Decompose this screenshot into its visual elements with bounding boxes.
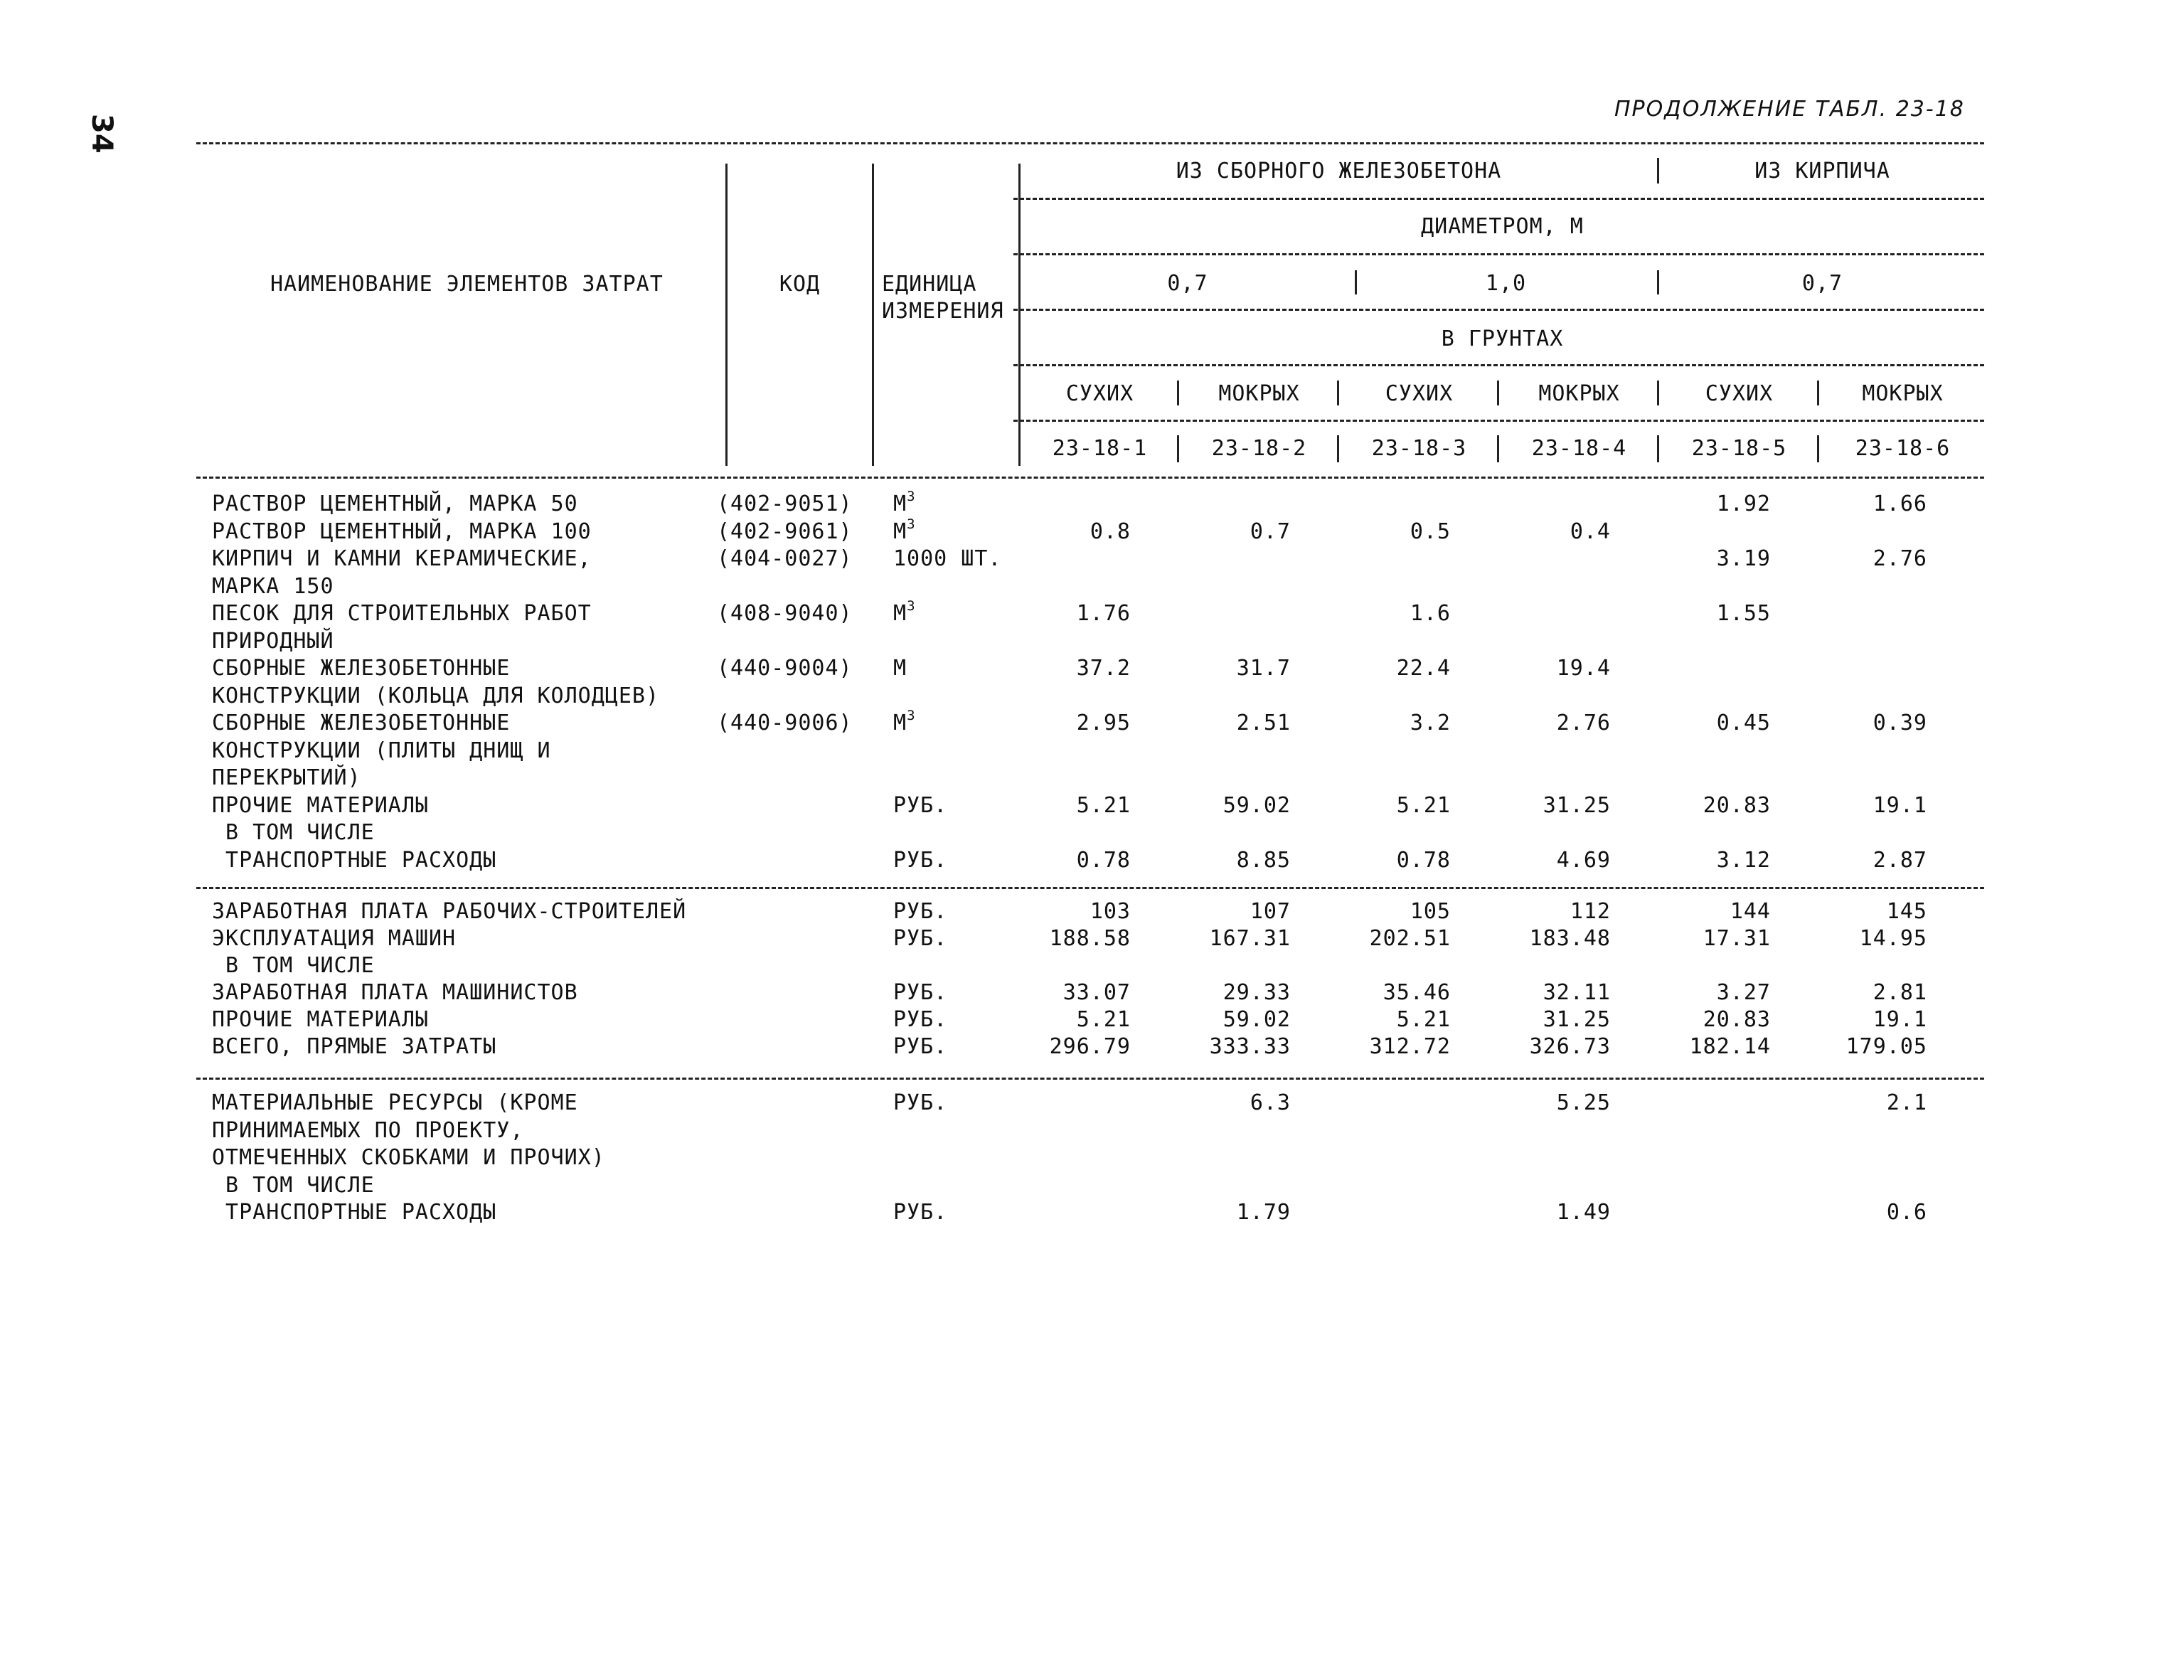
unit-m: М bbox=[893, 656, 907, 681]
cell-value: 1.79 bbox=[1236, 1200, 1291, 1225]
rule-materials-bottom bbox=[196, 887, 1984, 889]
header-rule-2 bbox=[1013, 253, 1984, 255]
row-name: КОНСТРУКЦИИ (ПЛИТЫ ДНИЩ И bbox=[212, 738, 551, 763]
row-code: (440-9004) bbox=[717, 656, 853, 681]
cell-value: 33.07 bbox=[1062, 980, 1131, 1005]
cell-value: 5.25 bbox=[1556, 1090, 1611, 1115]
cell-value: 1.55 bbox=[1716, 601, 1771, 626]
header-code-column: КОД bbox=[779, 272, 821, 297]
header-vline-d2 bbox=[1657, 270, 1659, 294]
cell-value: 59.02 bbox=[1222, 1007, 1291, 1032]
header-group-precast: ИЗ СБОРНОГО ЖЕЛЕЗОБЕТОНА bbox=[1176, 159, 1502, 184]
cell-value: 333.33 bbox=[1209, 1034, 1291, 1059]
unit-power-3: 3 bbox=[907, 708, 916, 723]
cell-value: 0.5 bbox=[1410, 519, 1451, 544]
rule-top bbox=[196, 142, 1984, 144]
cell-value: 4.69 bbox=[1556, 847, 1611, 873]
header-rule-4 bbox=[1013, 364, 1984, 366]
row-name: ОТМЕЧЕННЫХ СКОБКАМИ И ПРОЧИХ) bbox=[212, 1145, 605, 1170]
row-name: КИРПИЧ И КАМНИ КЕРАМИЧЕСКИЕ, bbox=[212, 546, 592, 571]
cell-value: 0.78 bbox=[1396, 847, 1451, 873]
header-vline-sub-2 bbox=[1337, 381, 1339, 405]
cell-value: 1.76 bbox=[1076, 601, 1131, 626]
unit-m: М bbox=[893, 711, 907, 735]
row-name: ЭКСПЛУАТАЦИЯ МАШИН bbox=[212, 926, 457, 951]
header-unit-column: ЕДИНИЦА bbox=[882, 272, 977, 297]
cell-value: 19.1 bbox=[1873, 792, 1927, 818]
header-vline-sub-5 bbox=[1817, 381, 1819, 405]
cell-value: 1.49 bbox=[1556, 1200, 1611, 1225]
cell-value: 31.25 bbox=[1543, 1007, 1611, 1032]
cell-value: 0.6 bbox=[1886, 1200, 1927, 1225]
cell-value: 32.11 bbox=[1543, 980, 1611, 1005]
cell-value: 1.66 bbox=[1873, 491, 1927, 516]
cell-value: 312.72 bbox=[1369, 1034, 1451, 1059]
unit-m: М bbox=[893, 519, 907, 544]
cell-value: 2.51 bbox=[1236, 711, 1291, 735]
cell-value: 0.45 bbox=[1716, 711, 1771, 735]
cell-value: 0.8 bbox=[1090, 519, 1131, 544]
header-wet-4: МОКРЫХ bbox=[1538, 381, 1620, 406]
cell-value: 2.1 bbox=[1886, 1090, 1927, 1115]
cell-value: 179.05 bbox=[1845, 1034, 1927, 1059]
cell-value: 112 bbox=[1570, 899, 1611, 924]
cell-value: 183.48 bbox=[1529, 926, 1611, 951]
unit-m: М bbox=[893, 491, 907, 516]
cell-value: 22.4 bbox=[1396, 656, 1451, 681]
rule-header-bottom bbox=[196, 477, 1984, 479]
unit-cubic-meter bbox=[893, 491, 979, 518]
row-code: (402-9061) bbox=[717, 519, 853, 544]
unit-power-3: 3 bbox=[907, 598, 916, 614]
cell-value: 296.79 bbox=[1049, 1034, 1131, 1059]
unit-pcs: 1000 ШТ. bbox=[893, 546, 1002, 571]
cell-value: 3.2 bbox=[1410, 711, 1451, 735]
header-soils: В ГРУНТАХ bbox=[1441, 326, 1564, 351]
row-name: МАРКА 150 bbox=[212, 573, 334, 599]
header-vline-sub-1 bbox=[1177, 381, 1179, 405]
header-vline-code-4 bbox=[1657, 435, 1659, 462]
unit-rub: РУБ. bbox=[893, 1034, 948, 1059]
cell-value: 1.6 bbox=[1410, 601, 1451, 626]
unit-rub: РУБ. bbox=[893, 1090, 948, 1115]
header-diameter-3: 0,7 bbox=[1801, 271, 1843, 296]
header-dry-1: СУХИХ bbox=[1065, 381, 1134, 406]
unit-rub: РУБ. bbox=[893, 1007, 948, 1032]
row-name: ЗАРАБОТНАЯ ПЛАТА РАБОЧИХ-СТРОИТЕЛЕЙ bbox=[212, 899, 687, 924]
header-vline-group bbox=[1657, 158, 1659, 184]
cell-value: 8.85 bbox=[1236, 847, 1291, 873]
header-vline-sub-3 bbox=[1497, 381, 1499, 405]
header-diameter-2: 1,0 bbox=[1485, 271, 1527, 296]
header-code-5: 23-18-5 bbox=[1691, 436, 1787, 461]
cell-value: 31.7 bbox=[1236, 656, 1291, 681]
cell-value: 2.95 bbox=[1076, 711, 1131, 735]
cell-value: 0.7 bbox=[1250, 519, 1291, 544]
header-dry-3: СУХИХ bbox=[1385, 381, 1454, 406]
row-name: СБОРНЫЕ ЖЕЛЕЗОБЕТОННЫЕ bbox=[212, 656, 511, 681]
cell-value: 0.39 bbox=[1873, 711, 1927, 735]
header-code-4: 23-18-4 bbox=[1531, 436, 1627, 461]
row-name: ПЕРЕКРЫТИЙ) bbox=[212, 765, 361, 790]
cell-value: 202.51 bbox=[1369, 926, 1451, 951]
unit-cubic-meter bbox=[893, 516, 979, 546]
row-name: ПРИНИМАЕМЫХ ПО ПРОЕКТУ, bbox=[212, 1117, 524, 1143]
cell-value: 2.76 bbox=[1556, 711, 1611, 735]
header-vline-unit bbox=[1018, 164, 1021, 466]
row-name: КОНСТРУКЦИИ (КОЛЬЦА ДЛЯ КОЛОДЦЕВ) bbox=[212, 683, 660, 708]
header-code-2: 23-18-2 bbox=[1211, 436, 1307, 461]
cell-value: 103 bbox=[1090, 899, 1131, 924]
header-vline-code-1 bbox=[1177, 435, 1179, 462]
cell-value: 14.95 bbox=[1859, 926, 1927, 951]
unit-power-3: 3 bbox=[907, 489, 916, 504]
row-name: ПРОЧИЕ МАТЕРИАЛЫ bbox=[212, 792, 429, 818]
row-name: В ТОМ ЧИСЛЕ bbox=[212, 953, 375, 978]
header-vline-name bbox=[725, 164, 728, 466]
unit-rub: РУБ. bbox=[893, 847, 948, 873]
header-vline-sub-4 bbox=[1657, 381, 1659, 405]
cell-value: 37.2 bbox=[1076, 656, 1131, 681]
cell-value: 2.87 bbox=[1873, 847, 1927, 873]
row-name: МАТЕРИАЛЬНЫЕ РЕСУРСЫ (КРОМЕ bbox=[212, 1090, 578, 1115]
row-name: ПЕСОК ДЛЯ СТРОИТЕЛЬНЫХ РАБОТ bbox=[212, 601, 592, 626]
row-code: (440-9006) bbox=[717, 711, 853, 735]
header-wet-2: МОКРЫХ bbox=[1218, 381, 1300, 406]
cell-value: 107 bbox=[1250, 899, 1291, 924]
unit-cubic-meter bbox=[893, 600, 979, 627]
row-name: В ТОМ ЧИСЛЕ bbox=[212, 820, 375, 845]
cell-value: 19.1 bbox=[1873, 1007, 1927, 1032]
cell-value: 35.46 bbox=[1383, 980, 1451, 1005]
cell-value: 0.78 bbox=[1076, 847, 1131, 873]
header-vline-code-5 bbox=[1817, 435, 1819, 462]
cell-value: 59.02 bbox=[1222, 792, 1291, 818]
header-unit-column-2: ИЗМЕРЕНИЯ bbox=[882, 299, 1004, 324]
cell-value: 145 bbox=[1886, 899, 1927, 924]
cell-value: 3.27 bbox=[1716, 980, 1771, 1005]
cell-value: 105 bbox=[1410, 899, 1451, 924]
header-vline-code bbox=[872, 164, 874, 466]
cell-value: 0.4 bbox=[1570, 519, 1611, 544]
cell-value: 1.92 bbox=[1716, 491, 1771, 516]
header-code-3: 23-18-3 bbox=[1371, 436, 1467, 461]
rule-costs-bottom bbox=[196, 1078, 1984, 1080]
unit-rub: РУБ. bbox=[893, 792, 948, 818]
cell-value: 31.25 bbox=[1543, 792, 1611, 818]
row-name: ПРИРОДНЫЙ bbox=[212, 628, 334, 654]
header-rule-5 bbox=[1013, 420, 1984, 422]
row-name: ПРОЧИЕ МАТЕРИАЛЫ bbox=[212, 1007, 429, 1032]
header-dry-5: СУХИХ bbox=[1705, 381, 1774, 406]
table-continuation-title: ПРОДОЛЖЕНИЕ ТАБЛ. 23-18 bbox=[1614, 97, 1965, 122]
row-name: СБОРНЫЕ ЖЕЛЕЗОБЕТОННЫЕ bbox=[212, 711, 511, 735]
row-code: (402-9051) bbox=[717, 491, 853, 516]
unit-rub: РУБ. bbox=[893, 1200, 948, 1225]
cell-value: 5.21 bbox=[1396, 1007, 1451, 1032]
unit-cubic-meter bbox=[893, 710, 979, 737]
page-number: 34 bbox=[85, 114, 118, 154]
unit-rub: РУБ. bbox=[893, 926, 948, 951]
header-rule-1 bbox=[1013, 198, 1984, 200]
row-code: (408-9040) bbox=[717, 601, 853, 626]
header-wet-6: МОКРЫХ bbox=[1862, 381, 1944, 406]
row-name: ЗАРАБОТНАЯ ПЛАТА МАШИНИСТОВ bbox=[212, 980, 578, 1005]
unit-rub: РУБ. bbox=[893, 899, 948, 924]
cell-value: 144 bbox=[1730, 899, 1771, 924]
row-name: ТРАНСПОРТНЫЕ РАСХОДЫ bbox=[212, 1200, 497, 1225]
cell-value: 5.21 bbox=[1076, 792, 1131, 818]
header-code-1: 23-18-1 bbox=[1052, 436, 1148, 461]
cell-value: 326.73 bbox=[1529, 1034, 1611, 1059]
cell-value: 20.83 bbox=[1703, 792, 1771, 818]
row-name: РАСТВОР ЦЕМЕНТНЫЙ, МАРКА 100 bbox=[212, 519, 592, 544]
cell-value: 17.31 bbox=[1703, 926, 1771, 951]
unit-rub: РУБ. bbox=[893, 980, 948, 1005]
row-name: РАСТВОР ЦЕМЕНТНЫЙ, МАРКА 50 bbox=[212, 491, 578, 516]
cell-value: 19.4 bbox=[1556, 656, 1611, 681]
row-name: ТРАНСПОРТНЫЕ РАСХОДЫ bbox=[212, 847, 497, 873]
row-name: ВСЕГО, ПРЯМЫЕ ЗАТРАТЫ bbox=[212, 1034, 497, 1059]
header-code-6: 23-18-6 bbox=[1855, 436, 1951, 461]
cell-value: 5.21 bbox=[1396, 792, 1451, 818]
header-rule-3 bbox=[1013, 309, 1984, 311]
unit-power-3: 3 bbox=[907, 516, 916, 532]
header-name-column: НАИМЕНОВАНИЕ ЭЛЕМЕНТОВ ЗАТРАТ bbox=[270, 272, 664, 297]
cell-value: 182.14 bbox=[1689, 1034, 1771, 1059]
header-diameter-1: 0,7 bbox=[1167, 271, 1208, 296]
cell-value: 5.21 bbox=[1076, 1007, 1131, 1032]
cell-value: 20.83 bbox=[1703, 1007, 1771, 1032]
header-vline-code-3 bbox=[1497, 435, 1499, 462]
cell-value: 2.76 bbox=[1873, 546, 1927, 571]
header-vline-code-2 bbox=[1337, 435, 1339, 462]
cell-value: 6.3 bbox=[1250, 1090, 1291, 1115]
row-code: (404-0027) bbox=[717, 546, 853, 571]
cell-value: 167.31 bbox=[1209, 926, 1291, 951]
header-diameter: ДИАМЕТРОМ, М bbox=[1421, 214, 1584, 239]
header-vline-d1 bbox=[1355, 270, 1357, 294]
cell-value: 2.81 bbox=[1873, 980, 1927, 1005]
cell-value: 188.58 bbox=[1049, 926, 1131, 951]
row-name: В ТОМ ЧИСЛЕ bbox=[212, 1172, 375, 1198]
cell-value: 3.12 bbox=[1716, 847, 1771, 873]
cell-value: 3.19 bbox=[1716, 546, 1771, 571]
unit-m: М bbox=[893, 601, 907, 626]
cell-value: 29.33 bbox=[1222, 980, 1291, 1005]
header-group-brick: ИЗ КИРПИЧА bbox=[1754, 159, 1890, 184]
